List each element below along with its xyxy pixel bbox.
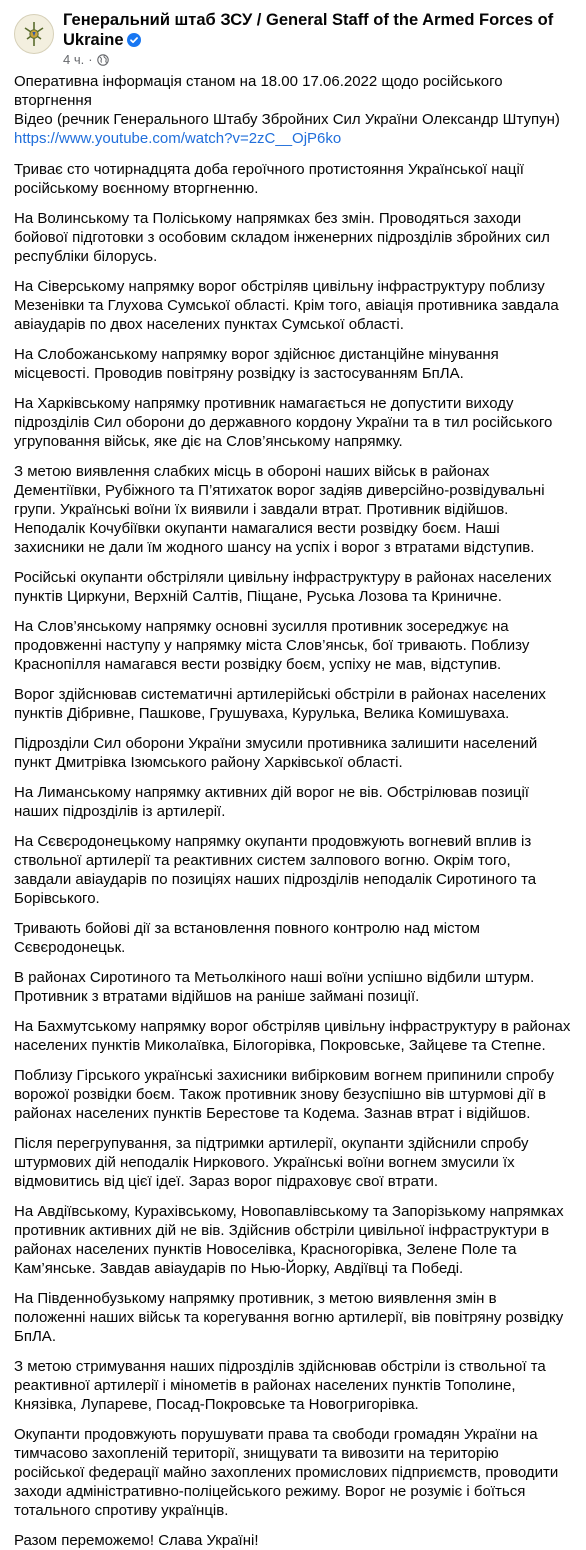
paragraph-22: Разом переможемо! Слава Україні! (14, 1532, 259, 1549)
video-link[interactable]: https://www.youtube.com/watch?v=2zC__OjP6ko (14, 130, 342, 147)
page-name-link[interactable] (63, 10, 576, 50)
paragraph-1: Триває сто чотирнадцята доба героїчного протистояння Української нації російському воєнному вторгненню. (14, 161, 524, 197)
paragraph-15: На Бахмутському напрямку ворог обстріляв цивільну інфраструктуру в районах населених пунктів Миколаївка, Білогорівка, Покровське, Зайцеве та Степне. (14, 1018, 571, 1054)
paragraph-14: В районах Сиротиного та Метьолкіного наші воїни успішно відбили штурм. Противник з втратами відійшов на раніше займані позиції. (14, 969, 535, 1005)
paragraph-12: На Сєвєродонецькому напрямку окупанти продовжують вогневий вплив із ствольної артилерії та реактивних систем залпового вогню. Окрім того, завдали авіаударів по позиціях наших підрозділів неподалік Сиротиного та Борівського. (14, 833, 537, 907)
paragraph-7: Російські окупанти обстріляли цивільну інфраструктуру в районах населених пунктів Циркуни, Верхній Салтів, Піщане, Руська Лозова та Криничне. (14, 569, 552, 605)
paragraph-3: На Сіверському напрямку ворог обстріляв цивільну інфраструктуру поблизу Мезенівки та Глухова Сумської області. Крім того, авіація противника завдала авіаударів по двох населених пунктах Сумської області. (14, 278, 559, 333)
paragraph-10: Підрозділи Сил оборони України змусили противника залишити населений пункт Дмитрівка Ізюмського району Харківської області. (14, 735, 538, 771)
paragraph-13: Тривають бойові дії за встановлення повного контролю над містом Сєвєродонецьк. (14, 920, 480, 956)
post-timestamp[interactable]: 4 ч. (63, 52, 85, 67)
paragraph-19: На Південнобузькому напрямку противник, з метою виявлення змін в положенні наших військ та корегування вогню артилерії, вів повітряну розвідку БпЛА. (14, 1290, 564, 1345)
page-name-text: Генеральний штаб ЗСУ / General Staff of the Armed Forces of Ukraine (63, 11, 554, 49)
paragraph-11: На Лиманському напрямку активних дій ворог не вів. Обстрілював позиції наших підрозділів із артилерії. (14, 784, 529, 820)
paragraph-9: Ворог здійснював систематичні артилерійські обстріли в районах населених пунктів Дібривне, Пашкове, Грушуваха, Курулька, Велика Комишуваха. (14, 686, 546, 722)
paragraph-5: На Харківському напрямку противник намагається не допустити виходу підрозділів Сил оборони до державного кордону України та в тил російського угруповання військ, яке діє на Слов’янському напрямку. (14, 395, 553, 450)
paragraph-16: Поблизу Гірського українські захисники вибірковим вогнем припинили спробу ворожої розвідки боєм. Також противник знову безуспішно вів штурмові дії в районах населених пунктів Берестове та Кодема. Зазнав втрат і відійшов. (14, 1067, 554, 1122)
paragraph-2: На Волинському та Поліському напрямках без змін. Проводяться заходи бойової підготовки з особовим складом інженерних підрозділів збройних сил республіки білорусь. (14, 210, 550, 265)
verified-badge-icon (127, 33, 141, 47)
paragraph-17: Після перегрупування, за підтримки артилерії, окупанти здійснили спробу штурмових дій неподалік Ниркового. Українські воїни вогнем змусили їх відмовитись від цієї ідеї. Зараз ворог підраховує свої втрати. (14, 1135, 529, 1190)
post-header (14, 10, 576, 72)
globe-icon[interactable] (97, 54, 109, 66)
header-text (63, 10, 576, 68)
post-body (14, 72, 576, 1550)
paragraph-6: З метою виявлення слабких місць в обороні наших військ в районах Дементіївки, Рубіжного та П’ятихаток ворог задіяв диверсійно-розвідувальні групи. Українські воїни їх виявили і завдали втрат. Противник відійшов. Неподалік Кочубіївки окупанти намагалися вести розвідку боєм. Наші захисники не дали їм жодного шансу на успіх і ворог з втратами відступив. (14, 463, 545, 556)
intro-line-1: Оперативна інформація станом на 18.00 17.06.2022 щодо російського вторгнення (14, 73, 503, 109)
page-avatar[interactable] (14, 14, 54, 54)
meta-separator: · (88, 52, 93, 67)
post-meta (63, 52, 576, 68)
paragraph-4: На Слобожанському напрямку ворог здійснює дистанційне мінування місцевості. Проводив повітряну розвідку із застосуванням БпЛА. (14, 346, 499, 382)
paragraph-8: На Слов’янському напрямку основні зусилля противник зосереджує на продовженні наступу у напрямку міста Слов’янськ, бої тривають. Поблизу Краснопілля намагався вести розвідку боєм, успіху не мав, відступив. (14, 618, 530, 673)
emblem-avatar-icon (19, 19, 49, 49)
intro-line-2: Відео (речник Генерального Штабу Збройних Сил України Олександр Штупун) (14, 111, 560, 128)
paragraph-20: З метою стримування наших підрозділів здійснював обстріли із ствольної та реактивної артилерії і мінометів в районах населених пунктів Тополине, Князівка, Лупареве, Посад-Покровське та Новогригорівка. (14, 1358, 546, 1413)
paragraph-18: На Авдіївському, Курахівському, Новопавлівському та Запорізькому напрямках противник активних дій не вів. Здійснив обстріли цивільної інфраструктури в районах населених пунктів Новоселівка, Красногорівка, Зелене Поле та Кам’янське. Завдав авіаударів по Нью-Йорку, Авдіївці та Победі. (14, 1203, 564, 1277)
paragraph-21: Окупанти продовжують порушувати права та свободи громадян України на тимчасово захопленій території, знищувати та вивозити на територію російської федерації майно захоплених промислових підприємств, проводити заходи адміністративно-поліцейського режиму. Ворог не розуміє і боїться тотального спротиву українців. (14, 1426, 559, 1519)
post-intro (14, 72, 572, 148)
